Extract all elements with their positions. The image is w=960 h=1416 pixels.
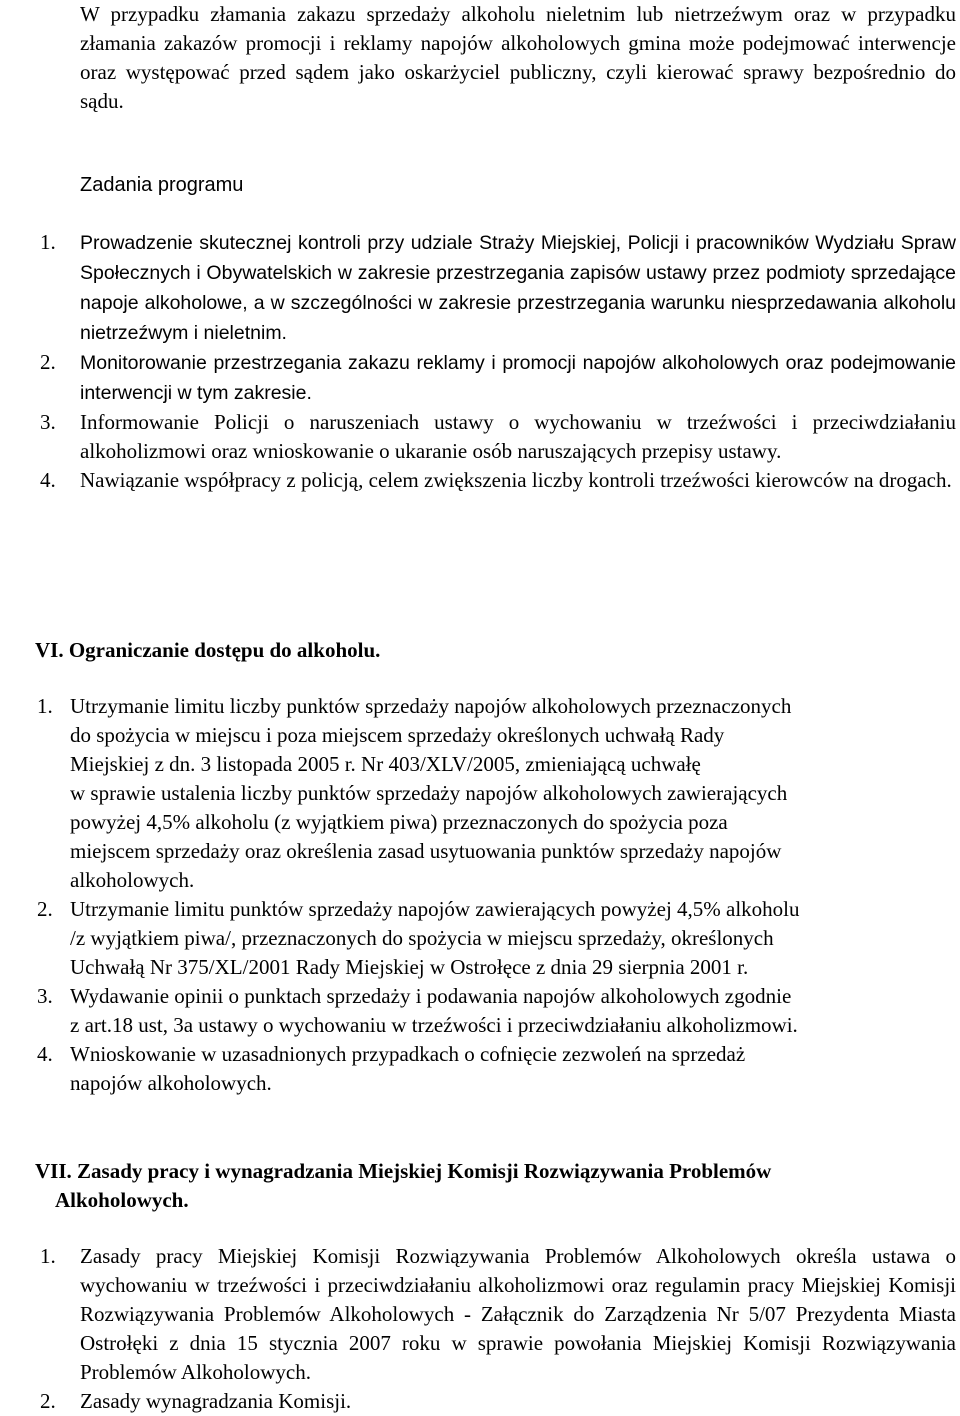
line: Miejskiej z dn. 3 listopada 2005 r. Nr 403/XLV/2005, zmieniającą uchwałę: [70, 752, 701, 776]
line: Utrzymanie limitu liczby punktów sprzedaży napojów alkoholowych przeznaczonych: [70, 694, 792, 718]
section-7-item-text: Zasady wynagradzania Komisji.: [80, 1389, 352, 1413]
section-6-item-number: 4.: [37, 1042, 53, 1066]
section-7-item: [40, 1387, 956, 1416]
task-number: 4.: [40, 468, 56, 492]
line: napojów alkoholowych.: [70, 1071, 272, 1095]
section-6-item-number: 3.: [37, 984, 53, 1008]
section-6-list: [37, 692, 950, 1098]
tasks-list: [40, 228, 956, 495]
line: alkoholowych.: [70, 868, 195, 892]
task-number: 1.: [40, 230, 56, 254]
task-text: Informowanie Policji o naruszeniach ustawy o wychowaniu w trzeźwości i przeciwdziałaniu alkoholizmowi oraz wnioskowanie o ukaranie osób naruszających przepisy ustawy.: [80, 410, 956, 463]
section-7-title-line-2: Alkoholowych.: [55, 1188, 189, 1212]
task-text: Nawiązanie współpracy z policją, celem zwiększenia liczby kontroli trzeźwości kierowców na drogach.: [80, 468, 952, 492]
section-6-item: [37, 982, 950, 1040]
line: /z wyjątkiem piwa/, przeznaczonych do spożycia w miejscu sprzedaży, określonych: [70, 926, 774, 950]
task-text: Monitorowanie przestrzegania zakazu reklamy i promocji napojów alkoholowych oraz podejmowanie interwencji w tym zakresie.: [80, 352, 956, 404]
line: Uchwałą Nr 375/XL/2001 Rady Miejskiej w Ostrołęce z dnia 29 sierpnia 2001 r.: [70, 955, 749, 979]
section-7-title-line-1: VII. Zasady pracy i wynagradzania Miejskiej Komisji Rozwiązywania Problemów: [35, 1159, 772, 1183]
line: miejscem sprzedaży oraz określenia zasad usytuowania punktów sprzedaży napojów: [70, 839, 782, 863]
section-7-title: [35, 1157, 915, 1215]
line: do spożycia w miejscu i poza miejscem sprzedaży określonych uchwałą Rady: [70, 723, 725, 747]
section-6-item: [37, 692, 950, 895]
section-7-list: [40, 1242, 956, 1416]
task-number: 3.: [40, 410, 56, 434]
section-6-item: [37, 1040, 950, 1098]
line: z art.18 ust, 3a ustawy o wychowaniu w trzeźwości i przeciwdziałaniu alkoholizmowi.: [70, 1013, 798, 1037]
section-7-item-text: Zasady pracy Miejskiej Komisji Rozwiązywania Problemów Alkoholowych określa ustawa o wychowaniu w trzeźwości i przeciwdziałaniu alkoholizmowi oraz regulamin pracy Miejskiej Komisji Rozwiązywania Problemów Alkoholowych - Załącznik do Zarządzenia Nr 5/07 Prezydenta Miasta Ostrołęki z dnia 15 stycznia 2007 roku w sprawie powołania Miejskiej Komisji Rozwiązywania Problemów Alkoholowych.: [80, 1244, 956, 1384]
task-item: [40, 466, 956, 495]
line: Wnioskowanie w uzasadnionych przypadkach o cofnięcie zezwoleń na sprzedaż: [70, 1042, 746, 1066]
line: powyżej 4,5% alkoholu (z wyjątkiem piwa) przeznaczonych do spożycia poza: [70, 810, 728, 834]
section-7-item-number: 2.: [40, 1389, 56, 1413]
section-6-item-number: 1.: [37, 694, 53, 718]
task-text: Prowadzenie skutecznej kontroli przy udziale Straży Miejskiej, Policji i pracowników Wydziału Spraw Społecznych i Obywatelskich w zakresie przestrzegania zapisów ustawy przez podmioty sprzedające napoje alkoholowe, a w szczególności w zakresie przestrzegania warunku niesprzedawania alkoholu nietrzeźwym i nieletnim.: [80, 232, 956, 344]
section-6-item: [37, 895, 950, 982]
tasks-heading: Zadania programu: [80, 174, 244, 196]
line: Utrzymanie limitu punktów sprzedaży napojów zawierających powyżej 4,5% alkoholu: [70, 897, 800, 921]
line: w sprawie ustalenia liczby punktów sprzedaży napojów alkoholowych zawierających: [70, 781, 788, 805]
line: Wydawanie opinii o punktach sprzedaży i podawania napojów alkoholowych zgodnie: [70, 984, 792, 1008]
task-item: [40, 228, 956, 348]
section-7-item: [40, 1242, 956, 1387]
task-item: [40, 348, 956, 408]
task-item: [40, 408, 956, 466]
section-7-item-number: 1.: [40, 1244, 56, 1268]
intro-paragraph: W przypadku złamania zakazu sprzedaży alkoholu nieletnim lub nietrzeźwym oraz w przypadku złamania zakazów promocji i reklamy napojów alkoholowych gmina może podejmować interwencje oraz występować przed sądem jako oskarżyciel publiczny, czyli kierować sprawy bezpośrednio do sądu.: [80, 2, 956, 113]
section-6-item-number: 2.: [37, 897, 53, 921]
task-number: 2.: [40, 350, 56, 374]
section-6-title: VI. Ograniczanie dostępu do alkoholu.: [35, 638, 381, 662]
